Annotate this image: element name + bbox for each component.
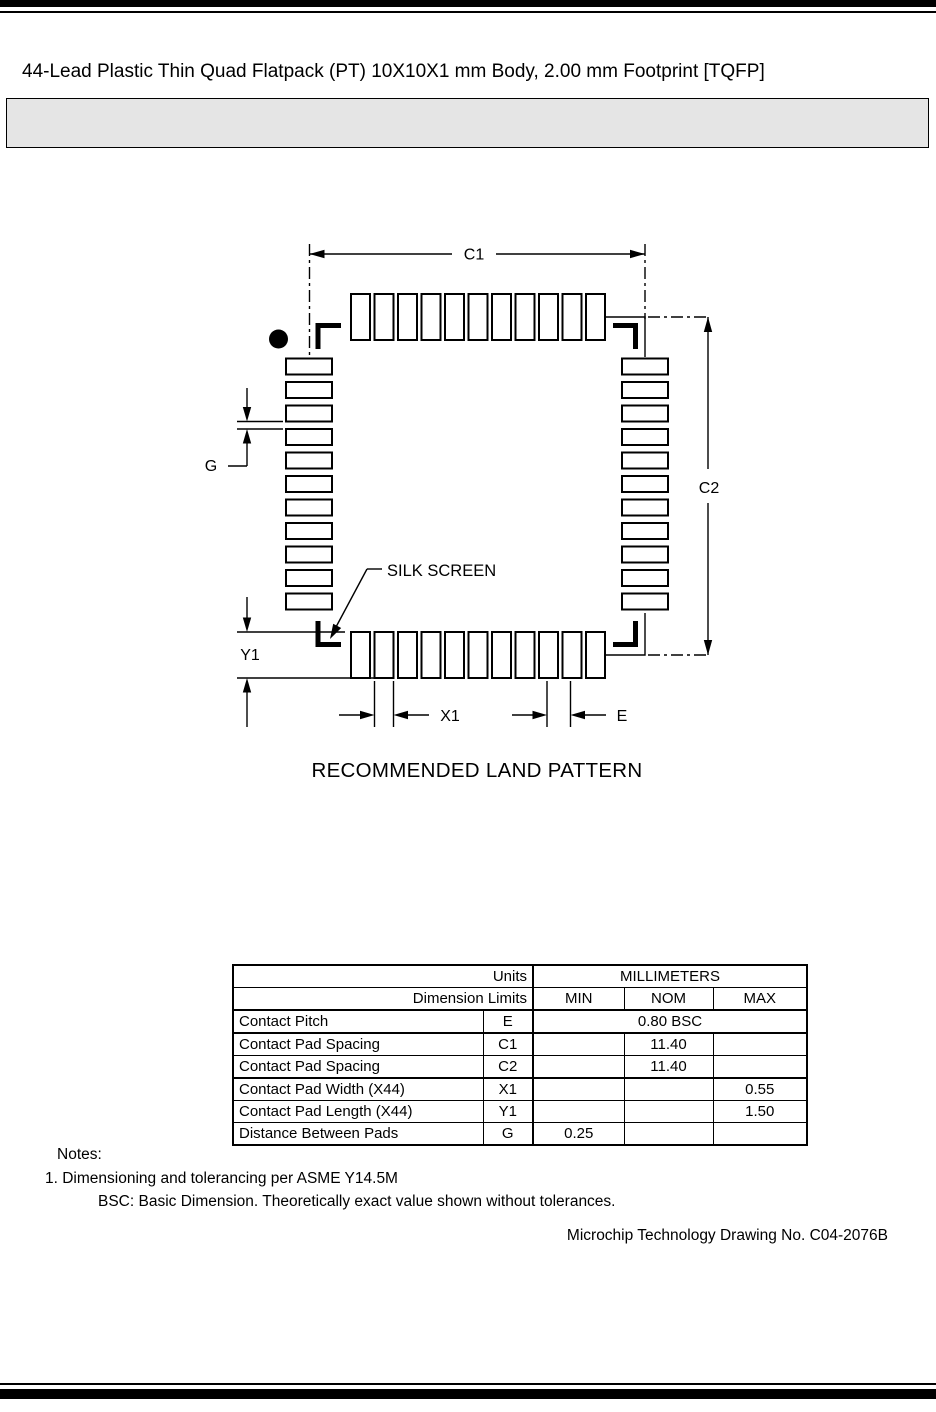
- pad: [422, 632, 441, 678]
- arrowhead: [704, 317, 712, 332]
- arrowhead: [533, 711, 548, 719]
- arrowhead: [310, 250, 325, 258]
- highlight-box: [6, 98, 929, 148]
- dim-c1: [310, 247, 646, 264]
- pad: [351, 632, 370, 678]
- dimensions-table: [232, 964, 808, 1146]
- pad: [622, 359, 668, 375]
- silkscreen-corner-marks: [318, 326, 636, 645]
- max-header-cell: MAX: [713, 988, 807, 1011]
- table-row-contact-pitch: [233, 1010, 807, 1033]
- pad: [286, 500, 332, 516]
- pad-column-right: [622, 359, 668, 610]
- pad-row-top: [351, 294, 605, 340]
- arrowhead: [704, 640, 712, 655]
- pad: [469, 294, 488, 340]
- symbol-cell: C1: [483, 1033, 533, 1056]
- e-label: E: [616, 708, 628, 725]
- arrowhead: [243, 678, 251, 693]
- dimension-limits-cell: Dimension Limits: [233, 988, 533, 1011]
- pad: [622, 523, 668, 539]
- pad: [286, 359, 332, 375]
- pad: [492, 294, 511, 340]
- table-row-c2: [233, 1056, 807, 1079]
- pad: [422, 294, 441, 340]
- symbol-cell: Y1: [483, 1101, 533, 1123]
- note-bsc: BSC: Basic Dimension. Theoretically exact value shown without tolerances.: [98, 1193, 616, 1210]
- table-header-row-units: [233, 965, 807, 988]
- pad: [622, 382, 668, 398]
- page-title: 44-Lead Plastic Thin Quad Flatpack (PT) 10X10X1 mm Body, 2.00 mm Footprint [TQFP]: [22, 61, 765, 82]
- x1-label: X1: [440, 708, 460, 725]
- arrowhead: [243, 429, 251, 444]
- pad: [445, 632, 464, 678]
- dimension-name-cell: Contact Pad Spacing: [233, 1056, 483, 1079]
- pad: [398, 632, 417, 678]
- pad: [445, 294, 464, 340]
- arrowhead: [630, 250, 645, 258]
- silkscreen-callout: [330, 562, 496, 639]
- note-line-1: 1. Dimensioning and tolerancing per ASME Y14.5M: [45, 1170, 398, 1187]
- table-row-c1: [233, 1033, 807, 1056]
- pad: [622, 570, 668, 586]
- diagram-caption: RECOMMENDED LAND PATTERN: [311, 759, 643, 782]
- millimeters-header-cell: MILLIMETERS: [533, 965, 807, 988]
- pad: [286, 382, 332, 398]
- pad: [286, 406, 332, 422]
- dimension-name-cell: Distance Between Pads: [233, 1123, 483, 1146]
- pin1-dot: [269, 330, 288, 349]
- silk-corner-top-left: [318, 326, 341, 350]
- table-header-row-limits: [233, 988, 807, 1011]
- pad: [492, 632, 511, 678]
- pad: [375, 632, 394, 678]
- g-label: G: [204, 458, 218, 475]
- table-row-g: [233, 1123, 807, 1146]
- table-row-x1: [233, 1078, 807, 1101]
- min-cell: [533, 1056, 624, 1079]
- max-cell: [713, 1056, 807, 1079]
- pad: [398, 294, 417, 340]
- max-cell: 0.55: [713, 1078, 807, 1101]
- silk-corner-top-right: [613, 326, 636, 350]
- bottom-border-thin: [0, 1383, 936, 1385]
- arrowhead: [243, 407, 251, 422]
- min-cell: [533, 1078, 624, 1101]
- pad: [375, 294, 394, 340]
- pad: [286, 453, 332, 469]
- pad: [286, 429, 332, 445]
- nom-header-cell: NOM: [624, 988, 713, 1011]
- pad: [286, 476, 332, 492]
- symbol-cell: G: [483, 1123, 533, 1146]
- value-cell: 0.80 BSC: [533, 1010, 807, 1033]
- symbol-cell: X1: [483, 1078, 533, 1101]
- land-pattern-diagram: [0, 230, 936, 805]
- pad: [539, 294, 558, 340]
- units-header-cell: Units: [233, 965, 533, 988]
- table-row-y1: [233, 1101, 807, 1123]
- arrowhead: [360, 711, 375, 719]
- dimension-name-cell: Contact Pad Width (X44): [233, 1078, 483, 1101]
- dim-g: [205, 388, 283, 475]
- c2-label: C2: [698, 480, 720, 497]
- dimension-name-cell: Contact Pad Length (X44): [233, 1101, 483, 1123]
- pad: [286, 594, 332, 610]
- pad: [622, 547, 668, 563]
- nom-cell: 11.40: [624, 1056, 713, 1079]
- nom-cell: 11.40: [624, 1033, 713, 1056]
- min-header-cell: MIN: [533, 988, 624, 1011]
- pad: [286, 547, 332, 563]
- max-cell: 1.50: [713, 1101, 807, 1123]
- dim-c2: [699, 317, 720, 655]
- nom-cell: [624, 1078, 713, 1101]
- pad: [286, 523, 332, 539]
- pad: [516, 632, 535, 678]
- min-cell: [533, 1101, 624, 1123]
- pad: [622, 453, 668, 469]
- dimension-name-cell: Contact Pitch: [233, 1010, 483, 1033]
- arrowhead: [243, 618, 251, 633]
- pad-row-bottom: [351, 632, 605, 678]
- nom-cell: [624, 1101, 713, 1123]
- pad: [622, 594, 668, 610]
- max-cell: [713, 1033, 807, 1056]
- symbol-cell: C2: [483, 1056, 533, 1079]
- pad: [563, 294, 582, 340]
- silk-corner-bottom-right: [613, 621, 636, 645]
- symbol-cell: E: [483, 1010, 533, 1033]
- min-cell: [533, 1033, 624, 1056]
- pad: [622, 500, 668, 516]
- bottom-border-thick: [0, 1389, 936, 1399]
- drawing-number: Microchip Technology Drawing No. C04-2076B: [566, 1227, 888, 1244]
- corner-connector-bottom-right: [605, 613, 645, 655]
- pad: [622, 429, 668, 445]
- pad: [622, 476, 668, 492]
- y1-label: Y1: [240, 647, 260, 664]
- pad: [563, 632, 582, 678]
- top-border-thick: [0, 0, 936, 7]
- pad: [586, 294, 605, 340]
- arrowhead: [394, 711, 409, 719]
- pad: [351, 294, 370, 340]
- dimension-name-cell: Contact Pad Spacing: [233, 1033, 483, 1056]
- min-cell: 0.25: [533, 1123, 624, 1146]
- notes-heading: Notes:: [57, 1146, 102, 1163]
- pad: [622, 406, 668, 422]
- pad: [586, 632, 605, 678]
- pad: [469, 632, 488, 678]
- c1-label: C1: [463, 246, 485, 264]
- pad: [516, 294, 535, 340]
- dim-x1: [339, 681, 460, 727]
- pad: [539, 632, 558, 678]
- pad: [286, 570, 332, 586]
- max-cell: [713, 1123, 807, 1146]
- nom-cell: [624, 1123, 713, 1146]
- top-border-thin: [0, 11, 936, 13]
- pad-column-left: [286, 359, 332, 610]
- arrowhead: [571, 711, 586, 719]
- silkscreen-label: SILK SCREEN: [387, 562, 497, 580]
- dim-e: [512, 681, 627, 727]
